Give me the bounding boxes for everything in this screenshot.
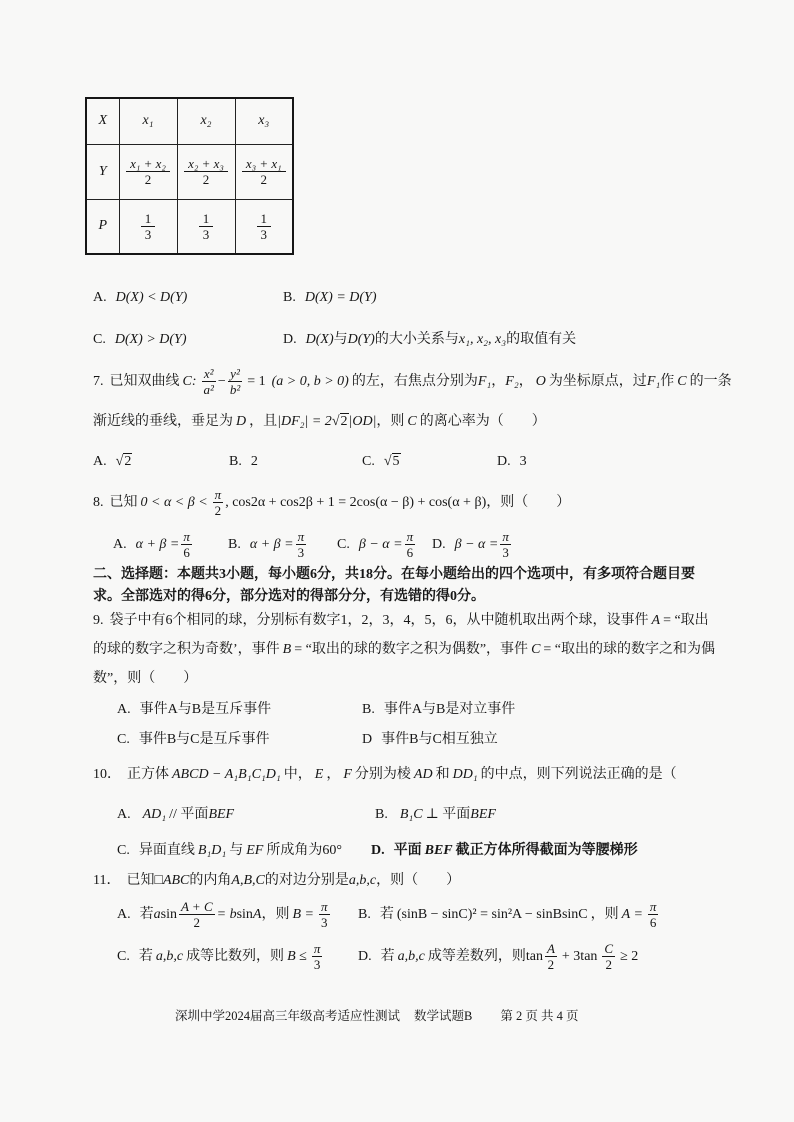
radicand: 2: [340, 414, 348, 429]
denominator: 3: [313, 957, 321, 973]
numerator: π: [649, 899, 657, 915]
fraction: [228, 366, 242, 397]
fraction: [184, 156, 228, 187]
table-cell: x₂: [177, 98, 235, 144]
text: ，: [518, 374, 533, 389]
option-label: A.: [113, 537, 127, 552]
text: 已知双曲线: [109, 374, 180, 389]
option-expression: D(X) = D(Y): [304, 290, 377, 305]
text: 已知: [109, 495, 138, 510]
math: |DF₂| = 2: [277, 414, 332, 429]
text: 与: [333, 332, 348, 347]
math: EF: [246, 843, 264, 858]
paper-name: 数学试题B: [414, 1009, 473, 1023]
distribution-table: [85, 97, 294, 255]
fraction: [296, 529, 307, 560]
option-label: A.: [117, 807, 131, 822]
exam-title: 深圳中学2024届高三年级高考适应性测试: [175, 1009, 401, 1023]
text: 的球的数字之积为奇数’，事件: [93, 642, 280, 657]
math: = 1: [247, 374, 266, 389]
denominator: 2: [202, 172, 210, 187]
math: x₁, x₂, x₃: [458, 332, 507, 347]
math: B₁C: [399, 807, 423, 822]
option-text: 事件B与C相互独立: [381, 732, 498, 747]
text: 和: [435, 767, 450, 782]
q9-option-d: [362, 730, 498, 750]
math: + 3tan: [561, 949, 598, 964]
text: = “取出的球的数字之积为偶数”，事件: [294, 642, 529, 657]
math-function: tan: [525, 949, 543, 964]
question-number: 11．: [93, 873, 121, 888]
q10-option-b: [375, 805, 496, 825]
q6-option-d: [283, 330, 576, 350]
text: 的左，右焦点分别为: [351, 374, 478, 389]
row-label-p: P: [86, 199, 119, 254]
math: D: [236, 414, 247, 429]
math: 0 < α < β <: [140, 495, 208, 510]
q11-option-d: [358, 940, 641, 974]
q6-option-b: [283, 288, 377, 308]
text: 中，: [283, 767, 312, 782]
table-cell: [119, 144, 177, 199]
q7-option-d: [497, 452, 527, 472]
question-number: 10．: [93, 767, 121, 782]
option-label: D: [362, 732, 373, 747]
denominator: 2: [193, 915, 201, 931]
text: 数”，则（ ）: [93, 671, 198, 686]
option-label: B.: [283, 290, 296, 305]
table-row-p: [86, 199, 293, 254]
numerator: A + C: [180, 899, 213, 915]
option-label: B.: [362, 702, 375, 717]
text: 为坐标原点，过: [548, 374, 647, 389]
q11-option-a: [117, 898, 332, 932]
text: = “取出的球的数字之和为偶: [543, 642, 716, 657]
q6-option-c: [93, 330, 187, 350]
option-text: 事件A与B是互斥事件: [139, 702, 272, 717]
fraction: [602, 941, 615, 972]
option-label: B.: [358, 907, 371, 922]
math: C:: [182, 374, 197, 389]
radicand: 5: [392, 454, 400, 469]
denominator: 6: [183, 545, 190, 561]
row-label-y: Y: [86, 144, 119, 199]
q9-option-b: [362, 700, 515, 720]
q10-option-a: [117, 805, 234, 825]
text: 的大小关系与: [374, 332, 459, 347]
q10-option-c: [117, 841, 342, 861]
table-row-x: [86, 98, 293, 144]
q9-stem-line-2: [93, 640, 715, 660]
option-label: C.: [117, 732, 130, 747]
option-label: C.: [362, 454, 375, 469]
math: a,b,c: [397, 949, 425, 964]
math: DD₁: [452, 767, 478, 782]
math: (sinB − sinC)² = sin²A − sinBsinC: [396, 907, 588, 922]
math: A,B,C: [231, 873, 265, 888]
table-cell: [177, 144, 235, 199]
option-label: A.: [117, 702, 131, 717]
radical-sign: √: [115, 454, 124, 469]
q10-option-d: [371, 841, 638, 861]
fraction: [312, 941, 323, 972]
text: ，则（ ）: [486, 495, 571, 510]
q9-stem-line-3: [93, 669, 197, 689]
q7-stem-line-2: [93, 412, 546, 432]
q8-option-b: [228, 528, 308, 562]
denominator: 3: [297, 545, 305, 561]
text: 袋子中有6个相同的球，分别标有数字1，2，3，4，5，6，从中随机取出两个球，设事件: [109, 613, 649, 628]
math: BEF: [208, 807, 235, 822]
math: ABC: [162, 873, 190, 888]
radical-sign: √: [383, 454, 392, 469]
option-label: D.: [358, 949, 372, 964]
q8-stem: [93, 486, 570, 520]
q7-option-a: [93, 452, 132, 472]
math: F: [343, 767, 352, 782]
text: ，: [326, 767, 341, 782]
q9-option-c: [117, 730, 270, 750]
math: α + β =: [135, 537, 180, 552]
denominator: 3: [320, 915, 328, 931]
math: D(Y): [347, 332, 375, 347]
math: ≥ 2: [620, 949, 639, 964]
fraction: [181, 529, 192, 560]
q8-option-d: [432, 528, 513, 562]
numerator: π: [313, 941, 321, 957]
text: 截正方体所得截面为等腰梯形: [455, 843, 638, 858]
option-expression: D(X) < D(Y): [115, 290, 188, 305]
math: a: [153, 907, 161, 922]
text: ⊥ 平面: [425, 807, 471, 822]
option-label: D.: [432, 537, 446, 552]
numerator: y²: [228, 366, 242, 382]
text: 分别为棱: [354, 767, 411, 782]
numerator: x₂ + x₃: [184, 156, 228, 172]
math: B: [282, 642, 292, 657]
math: F₂: [505, 374, 519, 389]
option-label: D.: [497, 454, 511, 469]
text: 的对边分别是: [264, 873, 349, 888]
table-cell: x₃: [235, 98, 293, 144]
q11-option-b: [358, 898, 660, 932]
numerator: π: [183, 529, 190, 545]
text: 与: [229, 843, 244, 858]
option-label: D.: [371, 843, 385, 858]
section-heading-line-1: 二、选择题：本题共3小题，每小题6分，共18分。在每小题给出的四个选项中，有多项符合题目要: [93, 567, 695, 582]
text: ，则: [376, 414, 405, 429]
option-expression: D(X) > D(Y): [114, 332, 187, 347]
denominator: 6: [406, 545, 414, 561]
text: 成等差数列，则: [427, 949, 526, 964]
text: 若: [380, 949, 395, 964]
math: β − α =: [358, 537, 403, 552]
table-cell: x₁: [119, 98, 177, 144]
numerator: 1: [257, 211, 272, 227]
q11-option-c: [117, 940, 324, 974]
radical-sign: √: [331, 414, 340, 429]
text: ，则: [590, 907, 619, 922]
fraction: [648, 899, 659, 930]
option-value: 3: [519, 454, 527, 469]
math: |OD|: [348, 414, 377, 429]
q8-option-a: [113, 528, 194, 562]
page-footer: [175, 1006, 579, 1026]
numerator: A: [546, 941, 555, 957]
question-number: 9.: [93, 613, 104, 628]
text: ，则（ ）: [376, 873, 461, 888]
text: 平面: [393, 843, 422, 858]
numerator: π: [297, 529, 305, 545]
denominator: 2: [547, 957, 555, 973]
text: = “取出: [663, 613, 709, 628]
math: B ≤: [287, 949, 307, 964]
table-cell: [119, 199, 177, 254]
denominator: 3: [502, 545, 509, 561]
math: AD: [413, 767, 433, 782]
text: ，且: [249, 414, 278, 429]
text: 的取值有关: [506, 332, 577, 347]
numerator: π: [320, 899, 328, 915]
option-label: C.: [93, 332, 106, 347]
denominator: 2: [605, 957, 612, 973]
q9-option-a: [117, 700, 271, 720]
math-function: sin: [236, 907, 253, 922]
text: ，: [491, 374, 506, 389]
numerator: x₁ + x₂: [126, 156, 170, 172]
radicand: 2: [124, 454, 132, 469]
math: AD₁: [142, 807, 167, 822]
math: a,b,c: [348, 873, 377, 888]
math: C: [407, 414, 417, 429]
numerator: 1: [199, 211, 214, 227]
math: BEF: [470, 807, 496, 822]
math: a,b,c: [155, 949, 184, 964]
math: B =: [292, 907, 314, 922]
text: 正方体: [127, 767, 169, 782]
section-heading-line-2: 求。全部选对的得6分，部分选对的得部分分，有选错的得0分。: [93, 589, 485, 604]
q7-stem-line-1: [93, 365, 732, 399]
math: E: [314, 767, 324, 782]
denominator: 3: [144, 226, 152, 242]
q9-stem-line-1: [93, 611, 709, 631]
option-label: B.: [229, 454, 242, 469]
fraction: [179, 899, 215, 930]
text: 成等比数列，则: [186, 949, 285, 964]
text: 渐近线的垂线，垂足为: [93, 414, 233, 429]
denominator: a²: [203, 382, 214, 398]
math: ABCD − A₁B₁C₁D₁: [172, 767, 281, 782]
text: 的内角: [189, 873, 232, 888]
text: 作: [660, 374, 675, 389]
fraction: [126, 156, 170, 187]
fraction: [500, 529, 511, 560]
option-value: 2: [250, 454, 258, 469]
option-text: 事件B与C是互斥事件: [138, 732, 270, 747]
math: O: [535, 374, 546, 389]
q7-option-c: [362, 452, 401, 472]
option-label: C.: [117, 949, 130, 964]
table-cell: [235, 199, 293, 254]
q11-stem: [93, 871, 460, 891]
row-label-x: X: [86, 98, 119, 144]
denominator: 6: [649, 915, 657, 931]
math: A: [651, 613, 661, 628]
option-label: C.: [117, 843, 130, 858]
math: F₁: [477, 374, 492, 389]
denominator: 2: [214, 503, 222, 519]
denominator: 3: [260, 226, 267, 242]
option-label: B.: [375, 807, 388, 822]
text: 所成角为60°: [266, 843, 342, 858]
text: 的中点，则下列说法正确的是（: [480, 767, 677, 782]
text: 若: [138, 949, 153, 964]
numerator: π: [502, 529, 509, 545]
math: α + β =: [249, 537, 294, 552]
math-operator: −: [217, 374, 226, 389]
math: (a > 0, b > 0): [271, 374, 349, 389]
page-number: 第 2 页 共 4 页: [500, 1009, 579, 1023]
math: BEF: [424, 843, 453, 858]
denominator: b²: [229, 382, 241, 398]
question-number: 7.: [93, 374, 104, 389]
q7-option-b: [229, 452, 258, 472]
text: 已知□: [126, 873, 163, 888]
numerator: x₃ + x₁: [242, 156, 286, 172]
fraction: [202, 366, 216, 397]
math: A: [252, 907, 262, 922]
math: B₁D₁: [197, 843, 227, 858]
option-label: B.: [228, 537, 241, 552]
text: // 平面: [169, 807, 209, 822]
numerator: π: [214, 487, 222, 503]
numerator: π: [406, 529, 414, 545]
math-function: sin: [160, 907, 177, 922]
q10-stem: [93, 765, 677, 785]
text: 若: [379, 907, 394, 922]
math: C: [677, 374, 687, 389]
text: ，则: [261, 907, 290, 922]
fraction: [257, 211, 272, 242]
option-label: C.: [337, 537, 350, 552]
math: , cos2α + cos2β + 1 = 2cos(α − β) + cos(α + β): [225, 495, 487, 510]
table-cell: [235, 144, 293, 199]
option-text: 事件A与B是对立事件: [383, 702, 516, 717]
math: D(X): [305, 332, 334, 347]
fraction: [213, 487, 224, 518]
option-label: A.: [117, 907, 131, 922]
table-row-y: [86, 144, 293, 199]
fraction: [545, 941, 557, 972]
q6-option-a: [93, 288, 187, 308]
math: β − α =: [454, 537, 499, 552]
denominator: 2: [260, 172, 267, 187]
math: C: [531, 642, 541, 657]
fraction: [319, 899, 330, 930]
math: A =: [621, 907, 643, 922]
numerator: 1: [141, 211, 156, 227]
math: F₁: [646, 374, 661, 389]
fraction: [141, 211, 156, 242]
question-number: 8.: [93, 495, 104, 510]
option-label: A.: [93, 290, 107, 305]
fraction: [199, 211, 214, 242]
numerator: C: [604, 941, 614, 957]
option-label: D.: [283, 332, 297, 347]
denominator: 3: [202, 226, 210, 242]
option-label: A.: [93, 454, 107, 469]
text: 的一条: [689, 374, 732, 389]
text: 若: [139, 907, 154, 922]
table-cell: [177, 199, 235, 254]
text: 的离心率为（ ）: [419, 414, 546, 429]
math: = b: [216, 907, 237, 922]
fraction: [405, 529, 416, 560]
q8-option-c: [337, 528, 417, 562]
numerator: x²: [202, 366, 216, 382]
denominator: 2: [144, 172, 152, 187]
fraction: [242, 156, 286, 187]
text: 异面直线: [138, 843, 195, 858]
